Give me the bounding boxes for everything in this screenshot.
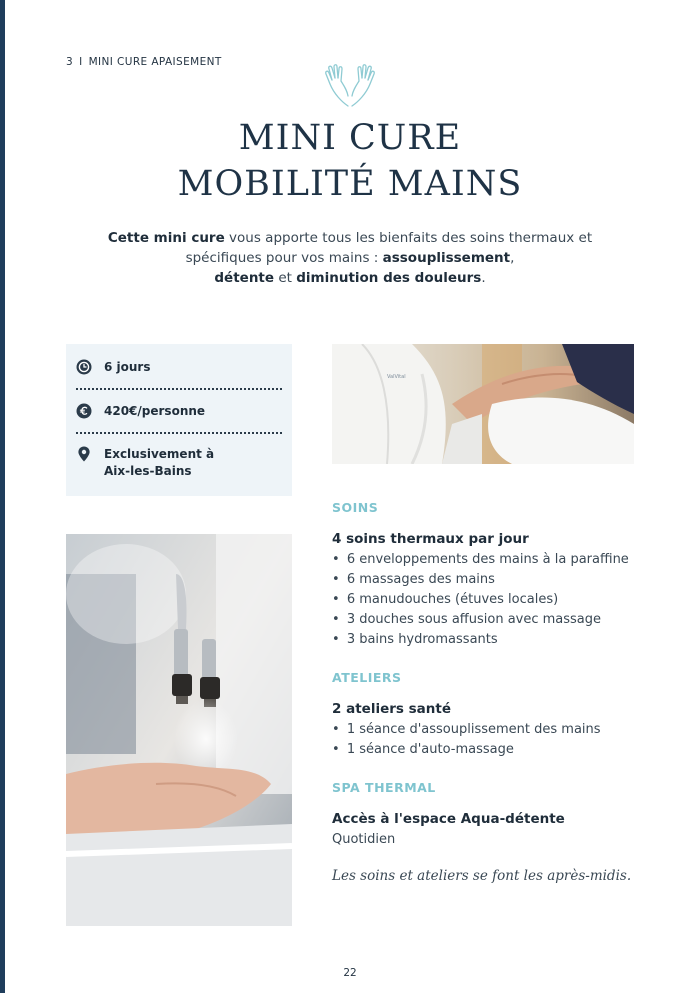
svg-text:ValVital: ValVital [387, 374, 406, 380]
info-price-text: 420€/personne [104, 404, 206, 418]
list-item: • 6 manudouches (étuves locales) [332, 590, 672, 610]
schedule-note: Les soins et ateliers se font les après-midis. [332, 868, 632, 884]
soins-subtitle: 4 soins thermaux par jour [332, 531, 529, 547]
header-separator: I [79, 56, 83, 68]
section-soins [332, 500, 672, 650]
intro-text-4: . [481, 270, 486, 286]
intro-bold-2: assouplissement [382, 250, 511, 266]
page-header [66, 56, 222, 68]
map-pin-icon [76, 446, 92, 462]
ateliers-subtitle: 2 ateliers santé [332, 701, 451, 717]
header-page: 3 [66, 56, 74, 68]
info-location-line-2: Aix-les-Bains [104, 464, 192, 478]
hands-icon [320, 64, 380, 108]
info-divider [76, 432, 282, 434]
list-item: • 1 séance d'assouplissement des mains [332, 720, 672, 740]
info-duration-text: 6 jours [104, 360, 151, 374]
title-line-2: MOBILITÉ MAINS [177, 164, 523, 204]
ateliers-label: ATELIERS [332, 670, 402, 685]
list-item: • 6 massages des mains [332, 570, 672, 590]
info-location [76, 446, 284, 480]
intro-bold-4: diminution des douleurs [296, 270, 482, 286]
intro-bold-3: détente [214, 270, 275, 286]
intro-text-1: vous apporte tous les bienfaits des soins thermaux et spécifiques pour vos mains : [185, 230, 593, 266]
hand-spray-photo [66, 534, 292, 926]
clock-icon [76, 359, 92, 375]
info-location-text [104, 446, 214, 480]
info-duration [76, 359, 284, 376]
title-line-1: MINI CURE [238, 118, 462, 158]
euro-icon [76, 403, 92, 419]
info-location-line-1: Exclusivement à [104, 447, 215, 461]
list-item: • 3 douches sous affusion avec massage [332, 610, 672, 630]
page-number: 22 [343, 967, 357, 979]
info-price [76, 403, 284, 420]
soins-label: SOINS [332, 500, 379, 515]
spa-subtitle: Accès à l'espace Aqua-détente [332, 811, 565, 827]
list-item: • 1 séance d'auto-massage [332, 740, 672, 760]
list-item: • 3 bains hydromassants [332, 630, 672, 650]
intro-bold-1: Cette mini cure [107, 230, 225, 246]
intro-text-3: et [274, 270, 297, 286]
section-spa [332, 780, 672, 850]
section-ateliers [332, 670, 672, 760]
ateliers-list [332, 720, 672, 760]
soins-list [332, 550, 672, 650]
info-box [66, 344, 292, 496]
spa-label: SPA THERMAL [332, 780, 436, 795]
hand-massage-photo [332, 344, 634, 464]
header-section: MINI CURE APAISEMENT [88, 56, 222, 68]
intro-paragraph [100, 228, 600, 288]
intro-text-2: , [510, 250, 515, 266]
info-divider [76, 388, 282, 390]
list-item: • 6 enveloppements des mains à la paraffine [332, 550, 672, 570]
spa-detail: Quotidien [332, 832, 396, 847]
